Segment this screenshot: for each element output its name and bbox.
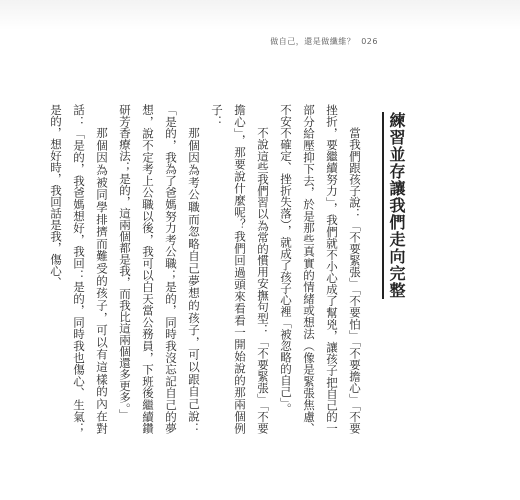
- page-number: 026: [361, 37, 378, 46]
- paragraph: 不說這些我們習以為常的慣用安撫句型：「不要緊張」「不要擔心」，那要說什麼呢？我們回過頭來看看一開始說的那兩個例子：: [210, 104, 270, 434]
- paragraph: 那個因為被同學排擠而難受的孩子，可以有這樣的內在對話：「是的，我爸媽想好，我回：是的，同時我也傷心、生氣；是的，想好時，我回話是我，傷心、: [49, 104, 109, 434]
- running-header: [270, 36, 378, 47]
- paragraph: 當我們跟孩子說：「不要緊張」「不要怕」「不要擔心」「不要挫折，要繼續努力」，我們就不小心成了幫兇，讓孩子把自己的一部分給壓抑下去，於是那些真實的情緒或想法（像是緊張焦慮、不安不確定、挫折失落），就成了孩子心裡「被忽略的自己」。: [279, 104, 362, 434]
- header-title: 做自己，還是做纖維？: [270, 37, 356, 46]
- section-title: 練習並存讓我們走向完整: [382, 112, 405, 299]
- paragraph: 那個因為考公職而忽略自己夢想的孩子，可以跟自己說：「是的，我為了爸媽努力考公職；是的，同時我沒忘記自己的夢想，說不定考上公職以後，我可以白天當公務員，下班後繼續鑽研芳香療法；是的，這兩個都是我，而我比這兩個還多更多。」: [118, 104, 201, 434]
- body-text: [49, 104, 366, 434]
